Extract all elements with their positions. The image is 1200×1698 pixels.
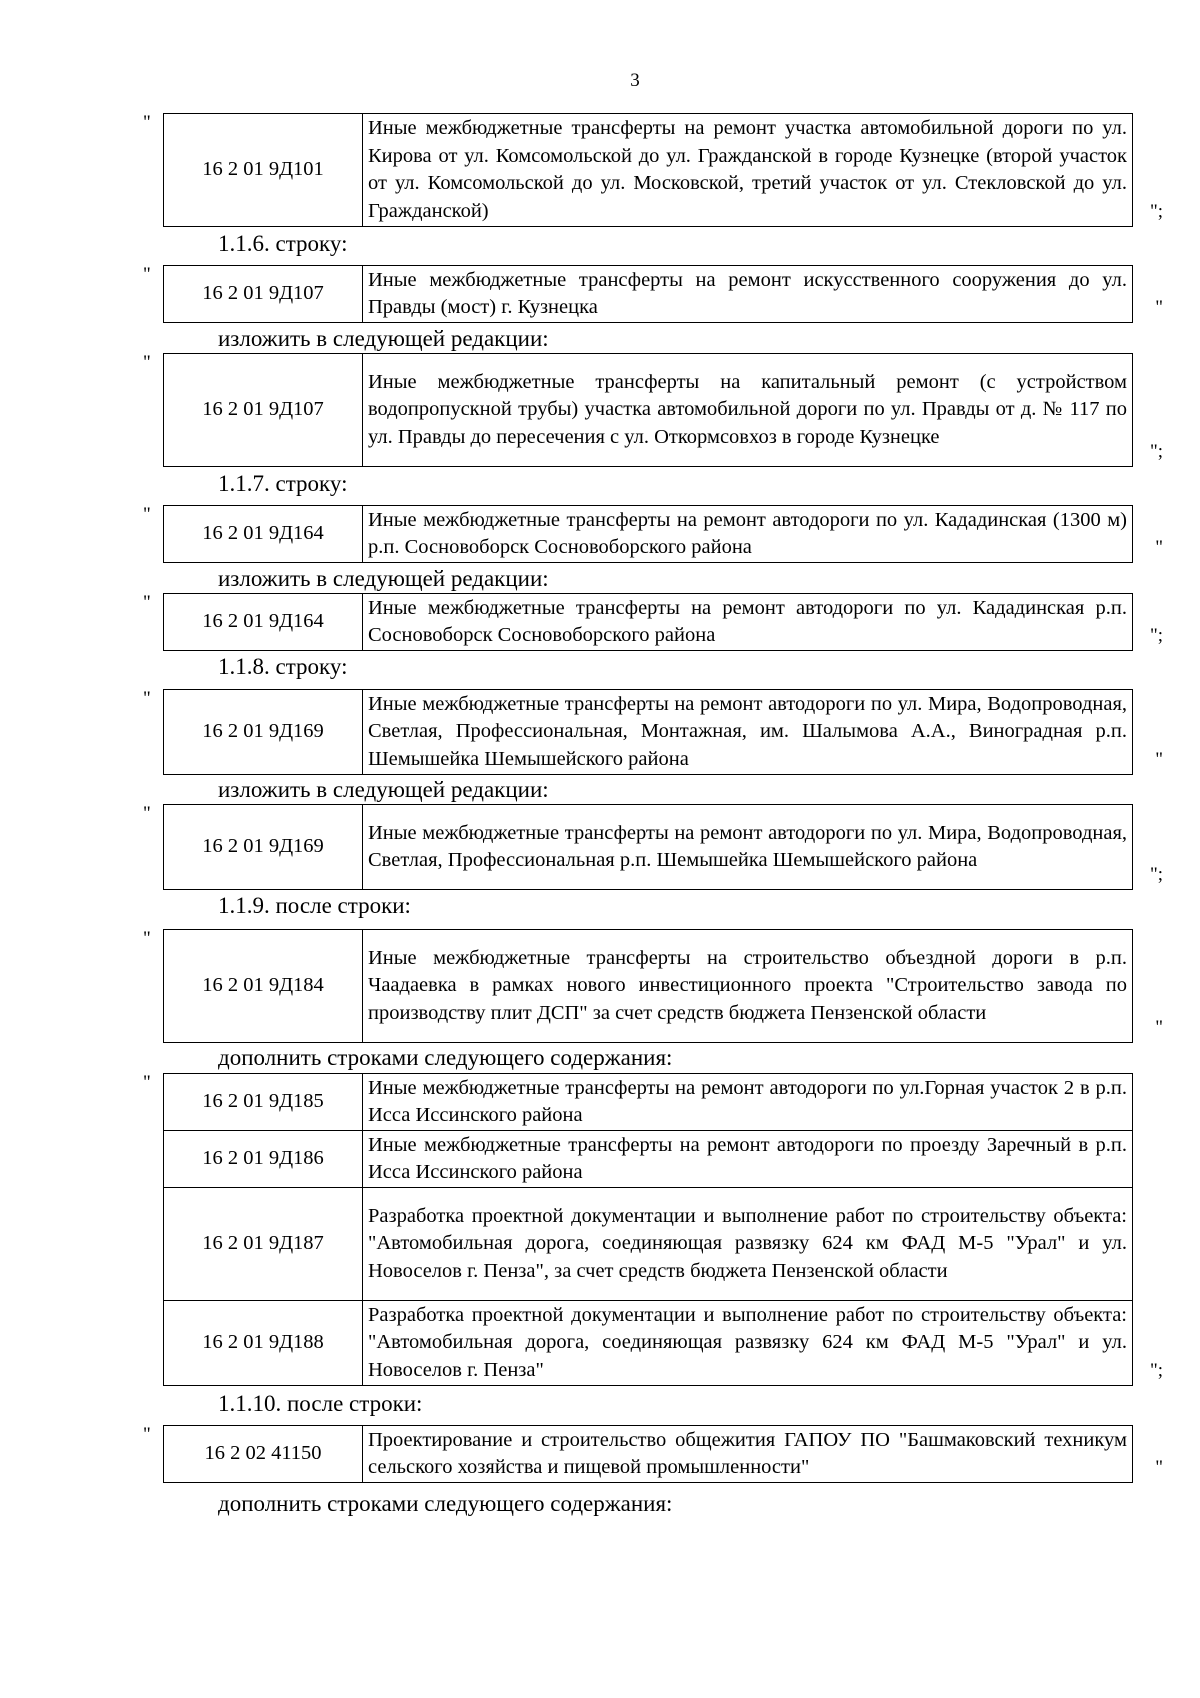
opening-quote: " bbox=[143, 1072, 151, 1093]
description-cell: Иные межбюджетные трансферты на ремонт автодороги по ул. Мира, Водопроводная, Светлая, Профессиональная, Монтажная, им. Шалымова А.А., Виноградная р.п. Шемышейка Шемышейского района bbox=[363, 690, 1133, 775]
closing-quote: " bbox=[1155, 297, 1163, 318]
budget-code-cell: 16 2 01 9Д169 bbox=[164, 690, 363, 775]
description-cell: Разработка проектной документации и выполнение работ по строительству объекта: "Автомобильная дорога, соединяющая развязку 624 км ФАД М-5 "Урал" и ул. Новоселов г. Пенза", за счет средств бюджета Пензенской области bbox=[363, 1188, 1133, 1301]
budget-row-table bbox=[163, 505, 1133, 563]
amendment-table bbox=[143, 112, 1163, 227]
description-cell: Разработка проектной документации и выполнение работ по строительству объекта: "Автомобильная дорога, соединяющая развязку 624 км ФАД М-5 "Урал" и ул. Новоселов г. Пенза" bbox=[363, 1301, 1133, 1386]
closing-quote: "; bbox=[1149, 201, 1163, 222]
budget-code-cell: 16 2 01 9Д187 bbox=[164, 1188, 363, 1301]
budget-code-cell: 16 2 01 9Д185 bbox=[164, 1074, 363, 1131]
description-cell: Иные межбюджетные трансферты на капитальный ремонт (с устройством водопропускной трубы) участка автомобильной дороги по ул. Правды от д. № 117 по ул. Правды до пересечения с ул. Откормсовхоз в городе Кузнецке bbox=[363, 354, 1133, 467]
budget-code-cell: 16 2 01 9Д186 bbox=[164, 1131, 363, 1188]
budget-code-cell: 16 2 01 9Д164 bbox=[164, 506, 363, 563]
amendment-table bbox=[143, 504, 1163, 563]
section-label: 1.1.7. строку: bbox=[218, 471, 348, 496]
table-row bbox=[164, 266, 1133, 323]
section-label: 1.1.9. после строки: bbox=[218, 893, 411, 918]
opening-quote: " bbox=[143, 112, 151, 133]
closing-quote: "; bbox=[1149, 864, 1163, 885]
budget-row-table bbox=[163, 593, 1133, 651]
budget-row-table bbox=[163, 353, 1133, 467]
opening-quote: " bbox=[143, 1424, 151, 1445]
table-row bbox=[164, 354, 1133, 467]
opening-quote: " bbox=[143, 803, 151, 824]
description-cell: Иные межбюджетные трансферты на ремонт автодороги по ул. Мира, Водопроводная, Светлая, Профессиональная р.п. Шемышейка Шемышейского района bbox=[363, 805, 1133, 890]
opening-quote: " bbox=[143, 688, 151, 709]
table-row bbox=[164, 114, 1133, 227]
budget-row-table bbox=[163, 929, 1133, 1043]
description-cell: Проектирование и строительство общежития ГАПОУ ПО "Башмаковский техникум сельского хозяйства и пищевой промышленности" bbox=[363, 1426, 1133, 1483]
opening-quote: " bbox=[143, 928, 151, 949]
budget-row-table bbox=[163, 1425, 1133, 1483]
page-number: 3 bbox=[630, 70, 640, 91]
opening-quote: " bbox=[143, 592, 151, 613]
table-row bbox=[164, 805, 1133, 890]
amendment-table bbox=[143, 928, 1163, 1043]
description-cell: Иные межбюджетные трансферты на ремонт автодороги по ул. Кададинская (1300 м) р.п. Сосновоборск Сосновоборского района bbox=[363, 506, 1133, 563]
budget-row-table bbox=[163, 689, 1133, 775]
budget-code-cell: 16 2 02 41150 bbox=[164, 1426, 363, 1483]
section-label: 1.1.6. строку: bbox=[218, 231, 348, 256]
closing-quote: " bbox=[1155, 537, 1163, 558]
table-row bbox=[164, 1426, 1133, 1483]
amendment-table bbox=[143, 592, 1163, 651]
budget-code-cell: 16 2 01 9Д101 bbox=[164, 114, 363, 227]
budget-code-cell: 16 2 01 9Д164 bbox=[164, 594, 363, 651]
budget-row-table bbox=[163, 265, 1133, 323]
section-label: изложить в следующей редакции: bbox=[218, 777, 549, 802]
amendment-table bbox=[143, 352, 1163, 467]
closing-quote: "; bbox=[1149, 1360, 1163, 1381]
budget-code-cell: 16 2 01 9Д188 bbox=[164, 1301, 363, 1386]
table-row bbox=[164, 1301, 1133, 1386]
description-cell: Иные межбюджетные трансферты на ремонт автодороги по ул. Кададинская р.п. Сосновоборск Сосновоборского района bbox=[363, 594, 1133, 651]
section-label: 1.1.10. после строки: bbox=[218, 1391, 423, 1416]
budget-code-cell: 16 2 01 9Д107 bbox=[164, 354, 363, 467]
table-row bbox=[164, 1074, 1133, 1131]
description-cell: Иные межбюджетные трансферты на ремонт участка автомобильной дороги по ул. Кирова от ул. Комсомольской до ул. Гражданской в городе Кузнецке (второй участок от ул. Комсомольской до ул. Московской, третий участок от ул. Стекловской до ул. Гражданской) bbox=[363, 114, 1133, 227]
budget-row-table bbox=[163, 1073, 1133, 1386]
budget-code-cell: 16 2 01 9Д169 bbox=[164, 805, 363, 890]
closing-quote: "; bbox=[1149, 441, 1163, 462]
amendment-table bbox=[143, 688, 1163, 775]
description-cell: Иные межбюджетные трансферты на ремонт автодороги по ул.Горная участок 2 в р.п. Исса Иссинского района bbox=[363, 1074, 1133, 1131]
budget-row-table bbox=[163, 113, 1133, 227]
section-label: дополнить строками следующего содержания: bbox=[218, 1045, 673, 1070]
table-row bbox=[164, 690, 1133, 775]
section-label: изложить в следующей редакции: bbox=[218, 326, 549, 351]
table-row bbox=[164, 930, 1133, 1043]
amendment-table bbox=[143, 803, 1163, 890]
amendment-table bbox=[143, 264, 1163, 323]
opening-quote: " bbox=[143, 352, 151, 373]
table-row bbox=[164, 1131, 1133, 1188]
closing-quote: " bbox=[1155, 749, 1163, 770]
description-cell: Иные межбюджетные трансферты на ремонт искусственного сооружения до ул. Правды (мост) г. Кузнецка bbox=[363, 266, 1133, 323]
opening-quote: " bbox=[143, 504, 151, 525]
closing-quote: " bbox=[1155, 1457, 1163, 1478]
amendment-table bbox=[143, 1072, 1163, 1386]
section-label: дополнить строками следующего содержания: bbox=[218, 1491, 673, 1516]
opening-quote: " bbox=[143, 264, 151, 285]
budget-code-cell: 16 2 01 9Д184 bbox=[164, 930, 363, 1043]
budget-code-cell: 16 2 01 9Д107 bbox=[164, 266, 363, 323]
section-label: изложить в следующей редакции: bbox=[218, 566, 549, 591]
closing-quote: " bbox=[1155, 1017, 1163, 1038]
amendment-table bbox=[143, 1424, 1163, 1483]
closing-quote: "; bbox=[1149, 625, 1163, 646]
table-row bbox=[164, 594, 1133, 651]
description-cell: Иные межбюджетные трансферты на строительство объездной дороги в р.п. Чаадаевка в рамках нового инвестиционного проекта "Строительство завода по производству плит ДСП" за счет средств бюджета Пензенской области bbox=[363, 930, 1133, 1043]
table-row bbox=[164, 506, 1133, 563]
table-row bbox=[164, 1188, 1133, 1301]
description-cell: Иные межбюджетные трансферты на ремонт автодороги по проезду Заречный в р.п. Исса Иссинского района bbox=[363, 1131, 1133, 1188]
section-label: 1.1.8. строку: bbox=[218, 654, 348, 679]
budget-row-table bbox=[163, 804, 1133, 890]
